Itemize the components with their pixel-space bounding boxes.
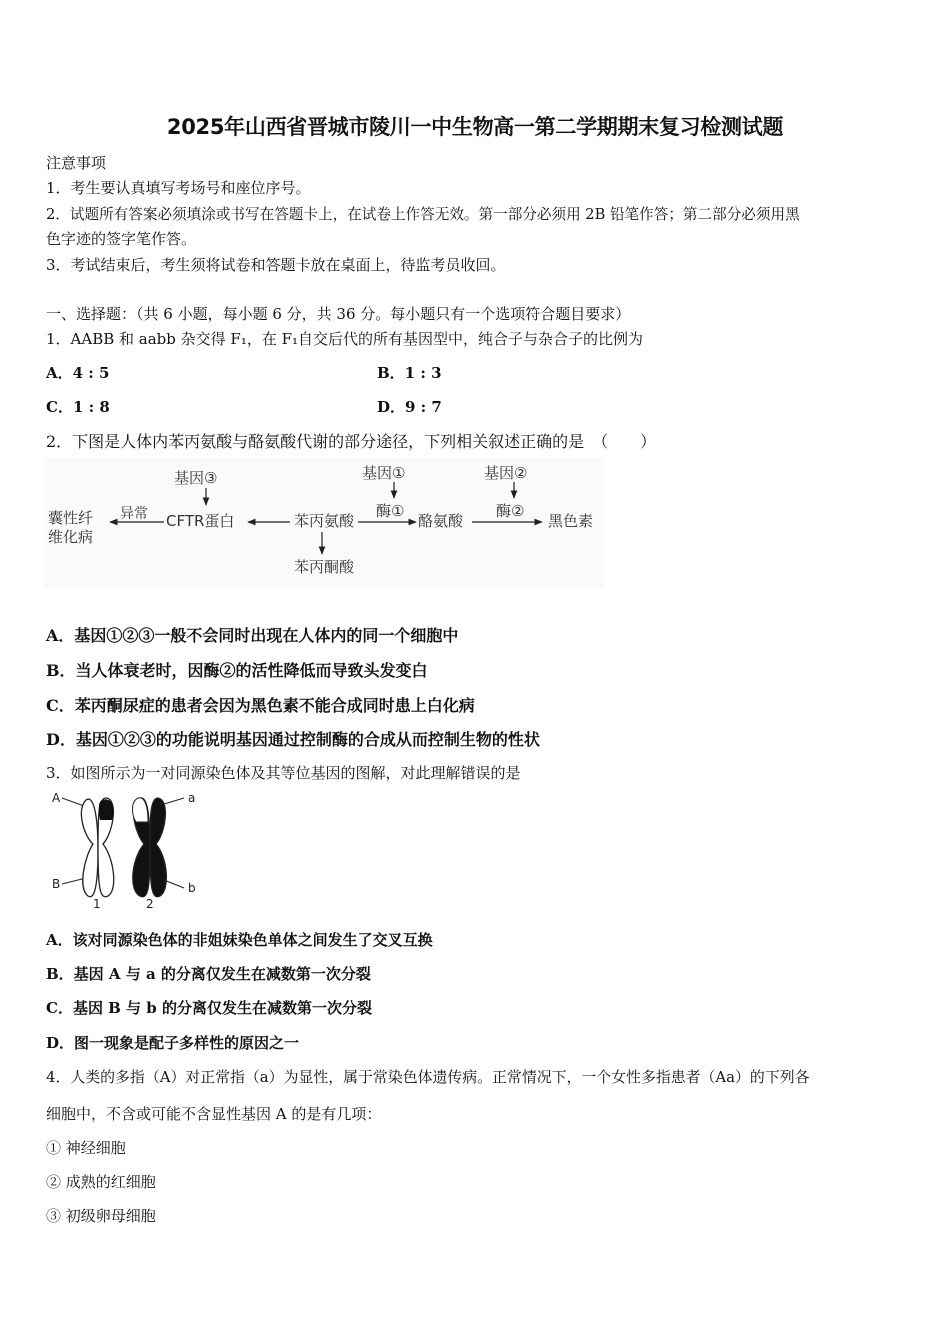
q3-stem: 3．如图所示为一对同源染色体及其等位基因的图解，对此理解错误的是: [46, 764, 521, 782]
q3-option-a: A．该对同源染色体的非姐妹染色单体之间发生了交叉互换: [46, 931, 433, 949]
label-gene2: 基因②: [484, 464, 528, 482]
chromosome-1-left-chromatid: [81, 799, 98, 897]
metabolic-pathway-diagram: [44, 458, 604, 588]
q3-option-b: B．基因 A 与 a 的分离仅发生在减数第一次分裂: [46, 965, 371, 983]
label-disease-line1: 囊性纤: [48, 509, 94, 527]
page-title: 2025年山西省晋城市陵川一中生物高一第二学期期末复习检测试题: [166, 115, 784, 139]
allele-A-label: A: [52, 791, 61, 805]
allele-B-label: B: [52, 877, 61, 891]
q1-option-a: A．4 : 5: [46, 364, 110, 382]
q2-option-c: C．苯丙酮尿症的患者会因为黑色素不能合成同时患上白化病: [46, 696, 475, 715]
q3-option-d: D．图一现象是配子多样性的原因之一: [46, 1034, 300, 1052]
label-enzyme2: 酶②: [496, 502, 525, 520]
allele-a-label: a: [188, 791, 196, 805]
label-enzyme1: 酶①: [376, 502, 405, 520]
label-gene3: 基因③: [174, 469, 218, 487]
q1-option-d: D．9 : 7: [377, 398, 442, 416]
label-abnormal: 异常: [120, 506, 148, 522]
section-heading: 一、选择题：（共 6 小题，每小题 6 分，共 36 分。每小题只有一个选项符合题目要求）: [46, 305, 631, 323]
q1-option-b: B．1 : 3: [377, 364, 442, 382]
q4-item-2: ② 成熟的红细胞: [46, 1173, 156, 1191]
label-disease-line2: 维化病: [48, 528, 94, 546]
q1-option-c: C．1 : 8: [46, 398, 110, 416]
q4-stem: 4．人类的多指（A）对正常指（a）为显性，属于常染色体遗传病。正常情况下，一个女性多指患者（Aa）的下列各: [46, 1068, 810, 1086]
notice-heading: 注意事项: [46, 154, 107, 172]
chromosome-2-right-chromatid: [150, 798, 166, 897]
notice-item-1: 1．考生要认真填写考场号和座位序号。: [46, 179, 311, 197]
notice-item-2-cont: 色字迹的签字笔作答。: [46, 230, 197, 248]
q4-stem-cont: 细胞中，不含或可能不含显性基因 A 的是有几项：: [46, 1105, 382, 1123]
label-cftr: CFTR蛋白: [166, 512, 235, 530]
q2-stem: 2．下图是人体内苯丙氨酸与酪氨酸代谢的部分途径，下列相关叙述正确的是 （ ）: [46, 432, 657, 451]
q4-item-3: ③ 初级卵母细胞: [46, 1207, 156, 1225]
label-melanin: 黑色素: [548, 512, 594, 530]
label-phe: 苯丙氨酸: [294, 512, 355, 530]
notice-item-3: 3．考试结束后，考生须将试卷和答题卡放在桌面上，待监考员收回。: [46, 256, 506, 274]
notice-item-2: 2．试题所有答案必须填涂或书写在答题卡上，在试卷上作答无效。第一部分必须用 2B 铅笔作答；第二部分必须用黑: [46, 206, 800, 223]
q3-option-c: C．基因 B 与 b 的分离仅发生在减数第一次分裂: [46, 999, 372, 1017]
label-tyr: 酪氨酸: [418, 512, 464, 530]
chromosome-1-label: 1: [93, 897, 101, 911]
q4-item-1: ① 神经细胞: [46, 1139, 126, 1157]
q2-option-b: B．当人体衰老时，因酶②的活性降低而导致头发变白: [46, 661, 428, 680]
chromosome-2-label: 2: [146, 897, 154, 911]
q1-stem: 1．AABB 和 aabb 杂交得 F₁，在 F₁自交后代的所有基因型中，纯合子与杂合子的比例为: [46, 330, 644, 348]
allele-b-label: b: [188, 881, 196, 895]
q2-option-a: A．基因①②③一般不会同时出现在人体内的同一个细胞中: [46, 626, 459, 645]
label-ppa: 苯丙酮酸: [294, 558, 355, 576]
q2-option-d: D．基因①②③的功能说明基因通过控制酶的合成从而控制生物的性状: [46, 730, 540, 749]
label-gene1: 基因①: [362, 464, 406, 482]
homologous-chromosomes-figure: [48, 788, 208, 912]
